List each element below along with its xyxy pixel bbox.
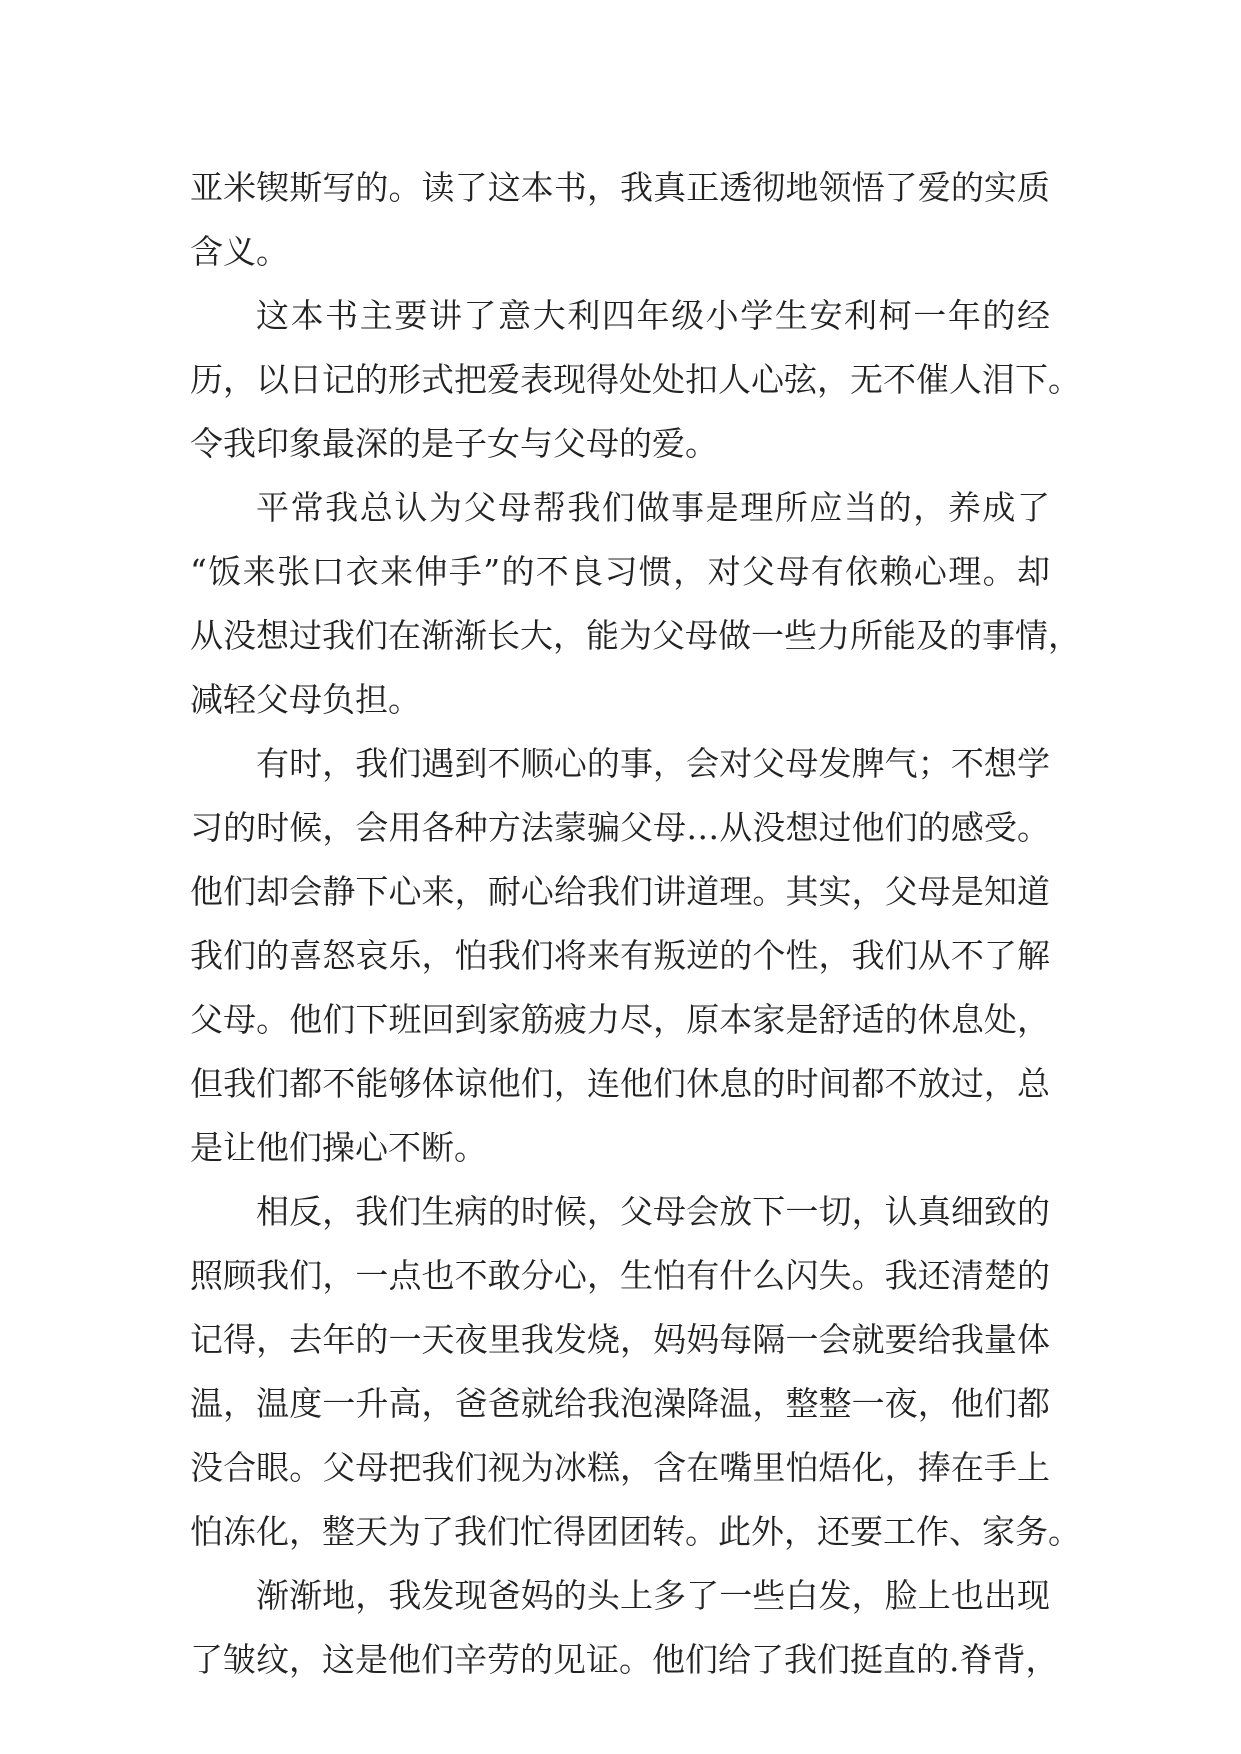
text-line: 我们的喜怒哀乐，怕我们将来有叛逆的个性，我们从不了解 [190, 936, 1050, 975]
text-line: 亚米锲斯写的。读了这本书，我真正透彻地领悟了爱的实质 [190, 168, 1050, 207]
text-line: 是让他们操心不断。 [190, 1128, 487, 1167]
paragraph-first-line: 这本书主要讲了意大利四年级小学生安利柯一年的经 [256, 296, 1050, 335]
text-line: 了皱纹，这是他们辛劳的见证。他们给了我们挺直的.脊背， [190, 1640, 1059, 1679]
text-line: 减轻父母负担。 [190, 680, 421, 719]
text-line: “饭来张口衣来伸手”的不良习惯，对父母有依赖心理。却 [190, 552, 1050, 591]
text-line: 令我印象最深的是子女与父母的爱。 [190, 424, 718, 463]
paragraph-first-line: 有时，我们遇到不顺心的事，会对父母发脾气；不想学 [256, 744, 1050, 783]
text-line: 但我们都不能够体谅他们，连他们休息的时间都不放过，总 [190, 1064, 1050, 1103]
paragraph-first-line: 相反，我们生病的时候，父母会放下一切，认真细致的 [256, 1192, 1050, 1231]
body-text [190, 156, 1081, 1692]
text-line: 从没想过我们在渐渐长大，能为父母做一些力所能及的事情， [190, 616, 1081, 655]
paragraph-first-line: 平常我总认为父母帮我们做事是理所应当的，养成了 [256, 488, 1050, 527]
paragraph-first-line: 渐渐地，我发现爸妈的头上多了一些白发，脸上也出现 [256, 1576, 1050, 1615]
text-line: 他们却会静下心来，耐心给我们讲道理。其实，父母是知道 [190, 872, 1050, 911]
text-line: 记得，去年的一天夜里我发烧，妈妈每隔一会就要给我量体 [190, 1320, 1050, 1359]
text-line: 照顾我们，一点也不敢分心，生怕有什么闪失。我还清楚的 [190, 1256, 1050, 1295]
text-line: 怕冻化，整天为了我们忙得团团转。此外，还要工作、家务。 [190, 1512, 1081, 1551]
text-line: 没合眼。父母把我们视为冰糕，含在嘴里怕焐化，捧在手上 [190, 1448, 1050, 1487]
text-line: 习的时候，会用各种方法蒙骗父母…从没想过他们的感受。 [190, 808, 1050, 847]
text-line: 父母。他们下班回到家筋疲力尽，原本家是舒适的休息处， [190, 1000, 1050, 1039]
text-line: 历，以日记的形式把爱表现得处处扣人心弦，无不催人泪下。 [190, 360, 1081, 399]
text-line: 含义。 [190, 232, 289, 271]
text-line: 温，温度一升高，爸爸就给我泡澡降温，整整一夜，他们都 [190, 1384, 1050, 1423]
